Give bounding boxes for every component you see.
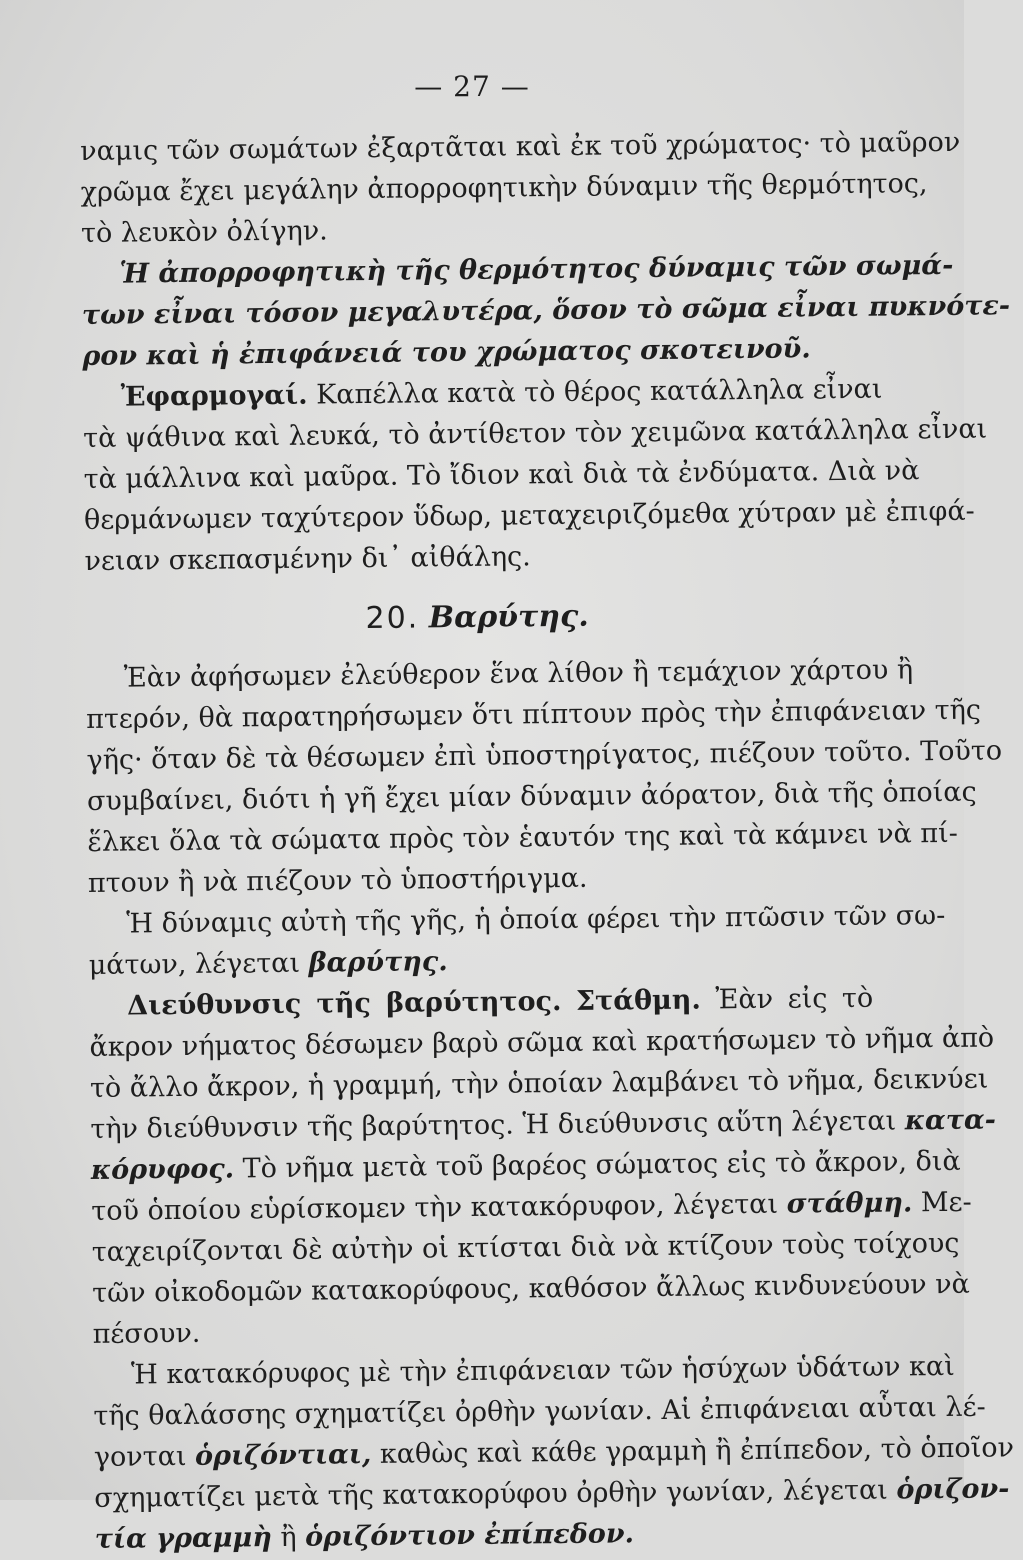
text-line: τῶν οἰκοδομῶν κατακορύφους, καθόσον ἄλλως κινδυνεύουν νὰ	[92, 1268, 970, 1309]
applications-heading: Ἐφαρμογαί.	[120, 379, 308, 413]
text-fragment: Καπέλλα κατὰ τὸ θέρος κατάλληλα εἶναι	[307, 373, 883, 411]
text-line: Ἡ δύναμις αὐτὴ τῆς γῆς, ἡ ὁποία φέρει τὴν πτῶσιν τῶν σω-	[126, 899, 946, 940]
principle-line: ρον καὶ ἡ ἐπιφάνειά του χρώματος σκοτεινοῦ.	[82, 333, 811, 372]
term-vertical-cont: κόρυφος.	[90, 1153, 235, 1186]
term-horizontal-line-cont: τία γραμμὴ	[94, 1522, 273, 1555]
page-number: — 27 —	[414, 70, 530, 103]
text-line	[94, 1470, 1010, 1519]
text-line: πτερόν, θὰ παρατηρήσωμεν ὅτι πίπτουν πρὸς τὴν ἐπιφάνειαν τῆς	[86, 694, 982, 735]
text-fragment: Τὸ νῆμα μετὰ τοῦ βαρέος σώματος εἰς τὸ ἄκρον, διὰ	[233, 1145, 961, 1185]
text-line: τὸ ἄλλο ἄκρον, ἡ γραμμή, τὴν ὁποίαν λαμβάνει τὸ νῆμα, δεικνύει	[89, 1063, 989, 1104]
text-line: τὰ μάλλινα καὶ μαῦρα. Τὸ ἴδιον καὶ διὰ τὰ ἐνδύματα. Διὰ νὰ	[83, 455, 920, 495]
text-line: τὰ ψάθινα καὶ λευκά, τὸ ἀντίθετον τὸν χειμῶνα κατάλληλα εἶναι	[83, 413, 988, 454]
section-title: Βαρύτης.	[428, 598, 589, 636]
text-line: ἕλκει ὅλα τὰ σώματα πρὸς τὸν ἑαυτόν της καὶ τὰ κάμνει νὰ πί-	[87, 817, 958, 858]
text-fragment: ἢ	[271, 1521, 306, 1554]
text-fragment: Ἐὰν εἰς τὸ	[700, 982, 874, 1016]
text-line: πτουν ἢ νὰ πιέζουν τὸ ὑποστήριγμα.	[87, 862, 588, 899]
term-vertical: κατα-	[904, 1104, 997, 1137]
text-line: θερμάνωμεν ταχύτερον ὕδωρ, μεταχειριζόμεθα χύτραν μὲ ἐπιφά-	[83, 495, 975, 536]
text-fragment: μάτων, λέγεται	[88, 947, 309, 981]
term-horizontal: ὁριζόντιαι,	[194, 1439, 372, 1472]
term-horizontal-plane: ὁριζόντιον ἐπίπεδον.	[305, 1518, 635, 1553]
text-line: Ἐὰν ἀφήσωμεν ἐλεύθερον ἕνα λίθον ἢ τεμάχιον χάρτου ἢ	[123, 654, 914, 694]
text-fragment: καθὼς καὶ κάθε γραμμὴ ἢ ἐπίπεδον, τὸ ὁποῖον	[371, 1432, 1015, 1471]
plumb-heading: Στάθμη.	[575, 984, 701, 1017]
text-line: Ἡ κατακόρυφος μὲ τὴν ἐπιφάνειαν τῶν ἡσύχων ὑδάτων καὶ	[130, 1350, 955, 1391]
text-line: νειαν σκεπασμένην δι᾿ αἰθάλης.	[84, 541, 531, 577]
term-gravity: βαρύτης.	[308, 946, 448, 979]
principle-line: Ἡ ἀπορροφητικὴ τῆς θερμότητος δύναμις τῶν σωμά-	[119, 249, 954, 290]
section-number: 20.	[365, 600, 420, 637]
text-line: τῆς θαλάσσης σχηματίζει ὀρθὴν γωνίαν. Αἱ ἐπιφάνειαι αὗται λέ-	[93, 1391, 986, 1432]
text-line: ναμις τῶν σωμάτων ἐξαρτᾶται καὶ ἐκ τοῦ χρώματος· τὸ μαῦρον	[80, 126, 961, 167]
text-fragment: σχηματίζει μετὰ τῆς κατακορύφου ὀρθὴν γωνίαν, λέγεται	[94, 1474, 897, 1514]
principle-line: των εἶναι τόσον μεγαλυτέρα, ὅσον τὸ σῶμα εἶναι πυκνότε-	[81, 290, 1011, 331]
term-horizontal-line: ὁριζον-	[896, 1473, 1010, 1506]
text-fragment: Με-	[912, 1186, 972, 1219]
text-fragment: τοῦ ὁποίου εὑρίσκομεν τὴν κατακόρυφον, λέγεται	[91, 1188, 787, 1227]
text-line: τὸ λευκὸν ὀλίγην.	[80, 215, 328, 249]
direction-heading: Διεύθυνσις τῆς βαρύτητος.	[127, 986, 562, 1022]
text-line: πέσουν.	[92, 1317, 201, 1350]
text-fragment: τὴν διεύθυνσιν τῆς βαρύτητος. Ἡ διεύθυνσις αὕτη λέγεται	[90, 1105, 905, 1145]
text-fragment: γονται	[93, 1440, 196, 1473]
text-line: χρῶμα ἔχει μεγάλην ἀπορροφητικὴν δύναμιν τῆς θερμότητος,	[80, 168, 928, 208]
text-line	[95, 1511, 879, 1560]
text-line: γῆς· ὅταν δὲ τὰ θέσωμεν ἐπὶ ὑποστηρίγατος, πιέζουν τοῦτο. Τοῦτο	[86, 735, 1003, 776]
section-heading	[85, 584, 870, 652]
text-line: ταχειρίζονται δὲ αὐτὴν οἱ κτίσται διὰ νὰ κτίζουν τοὺς τοίχους	[91, 1227, 960, 1268]
text-line: ἄκρον νήματος δέσωμεν βαρὺ σῶμα καὶ κρατήσωμεν τὸ νῆμα ἀπὸ	[89, 1022, 995, 1063]
body-text	[80, 123, 1015, 1560]
term-plumb: στάθμη.	[786, 1187, 913, 1220]
text-line: συμβαίνει, διότι ἡ γῆ ἔχει μίαν δύναμιν ἀόρατον, διὰ τῆς ὁποίας	[86, 776, 977, 817]
